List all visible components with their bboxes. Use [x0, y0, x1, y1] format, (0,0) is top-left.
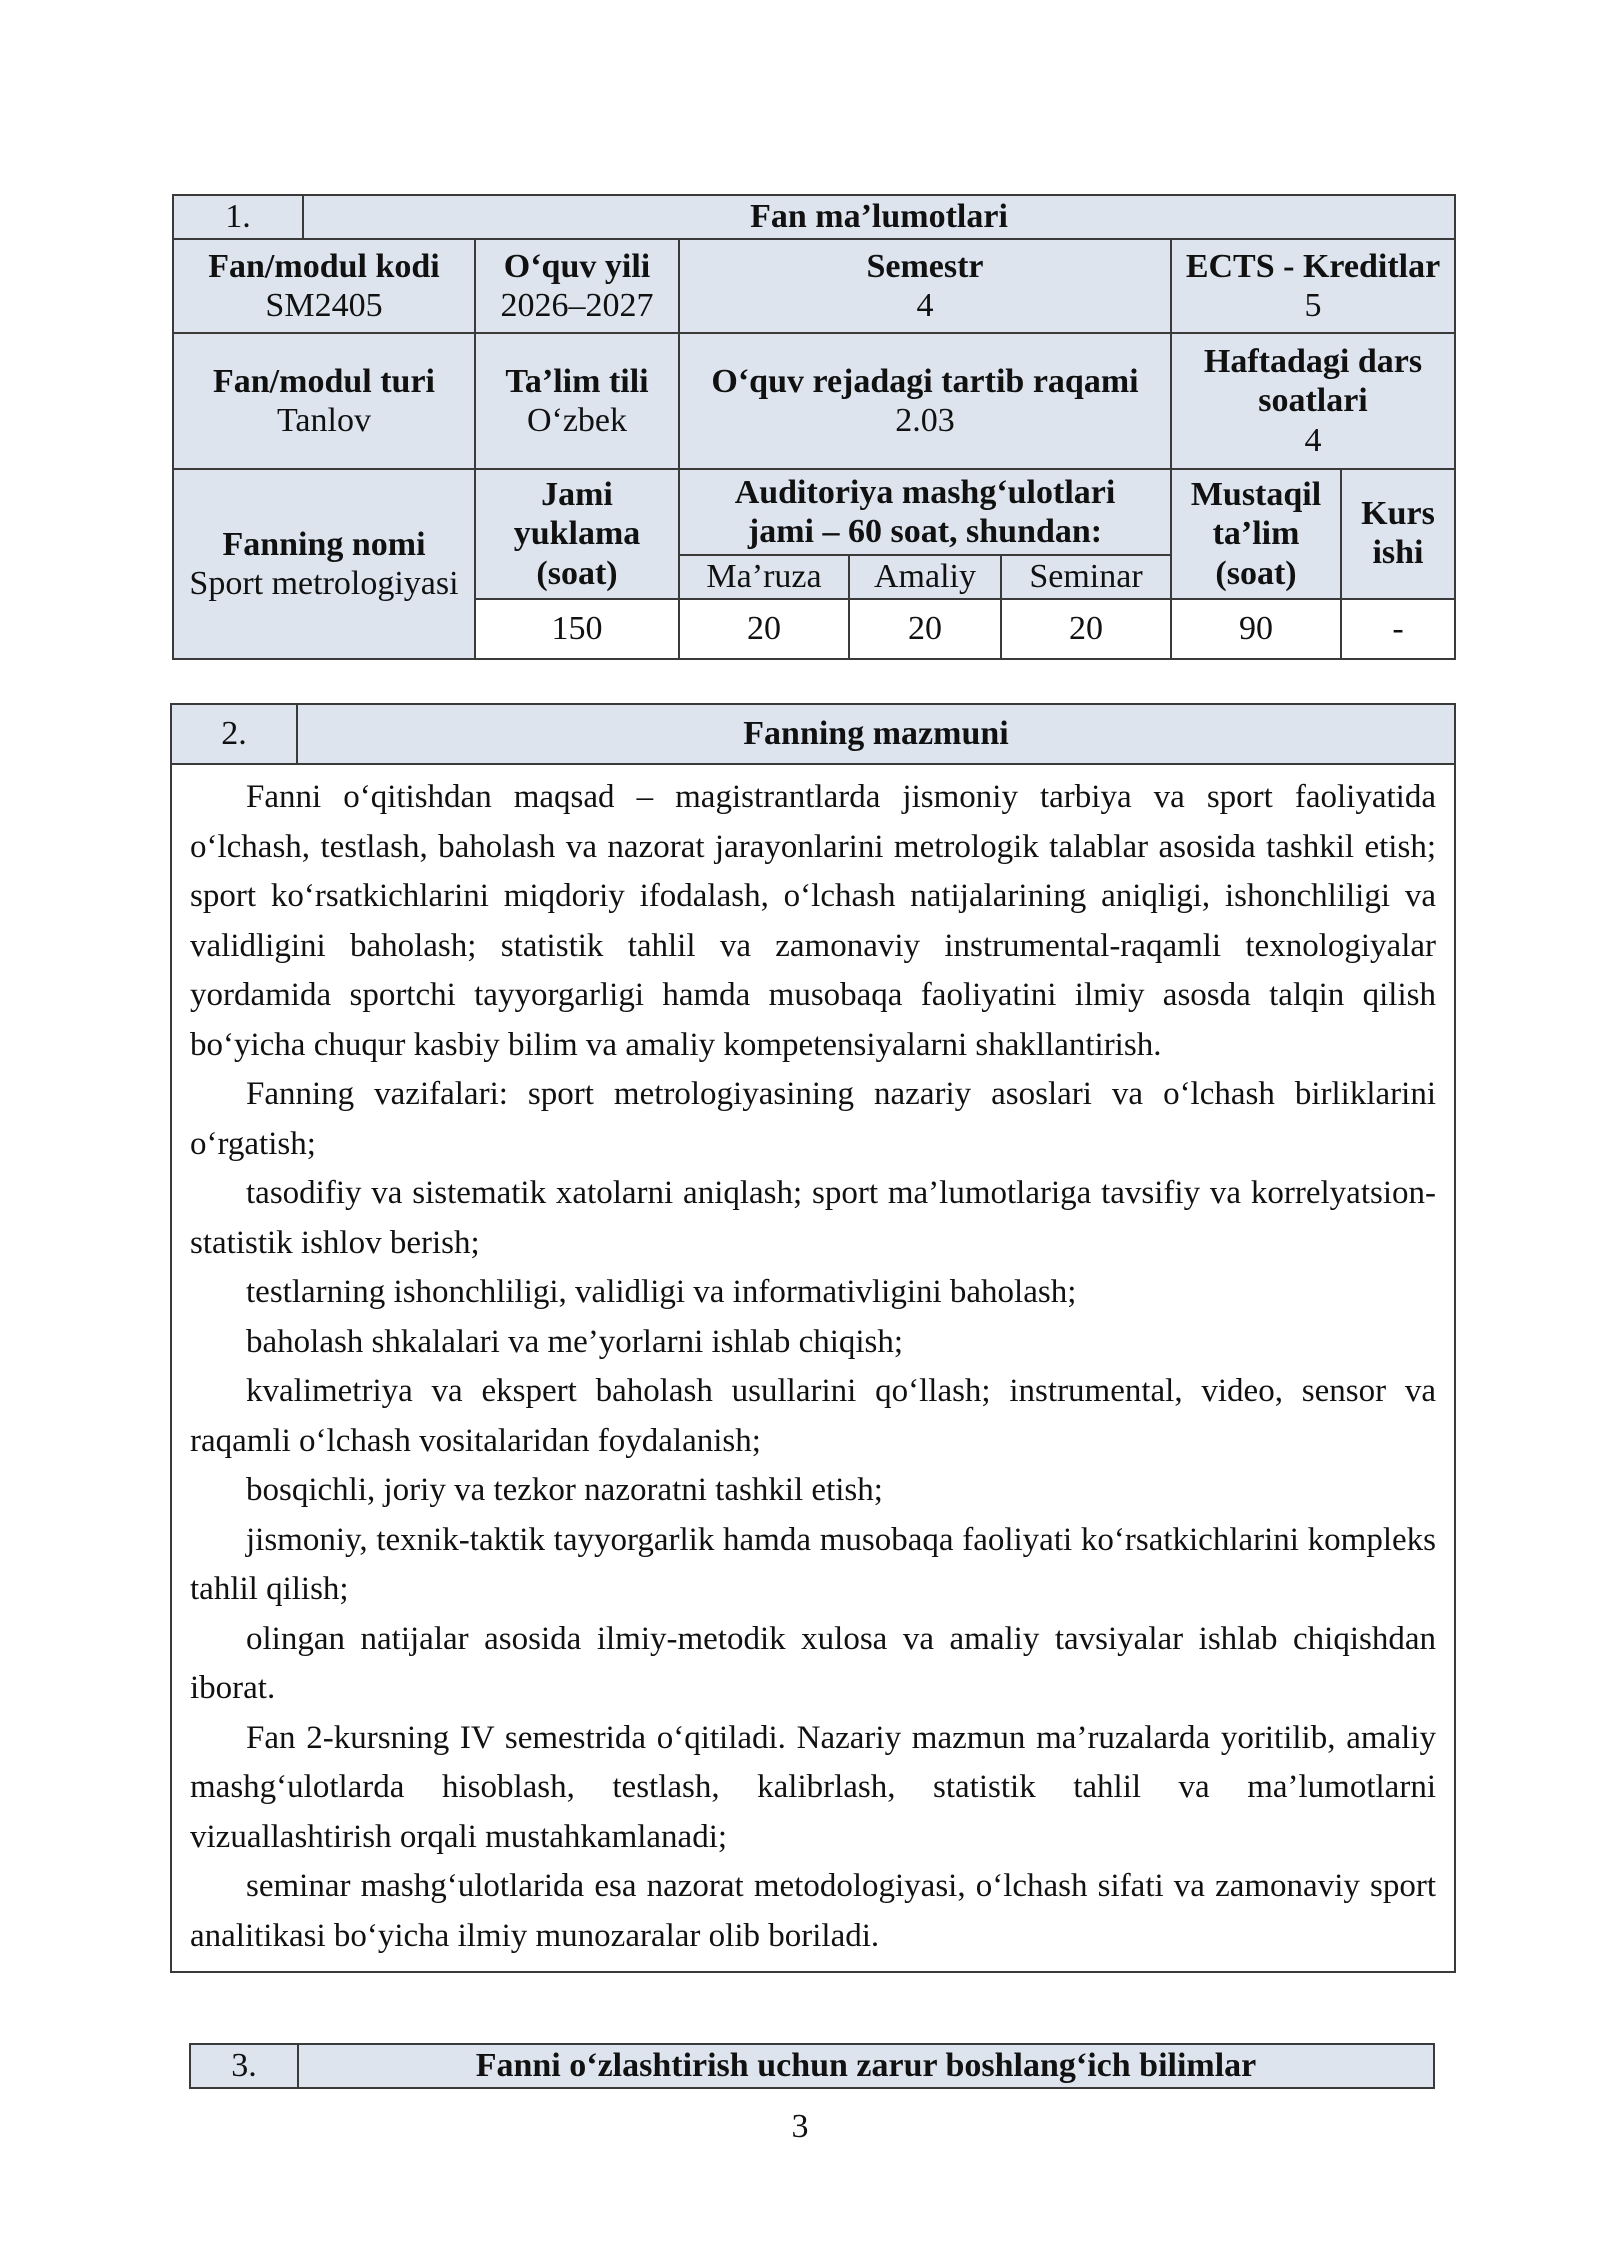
course-content-body	[171, 764, 1455, 1972]
section-title: Fan ma’lumotlari	[303, 195, 1455, 239]
weekly-hours-value: 4	[1304, 421, 1322, 459]
practical-value: 20	[849, 599, 1001, 659]
content-paragraph: testlarning ishonchliligi, validligi va informativligini baholash;	[246, 1274, 1077, 1310]
lecture-label: Ma’ruza	[679, 555, 849, 599]
semester-label: Semestr	[866, 247, 984, 285]
section-title: Fanning mazmuni	[297, 704, 1455, 764]
course-name-value: Sport metrologiyasi	[189, 565, 459, 602]
content-paragraph: Fan 2-kursning IV semestrida o‘qitiladi. Nazariy mazmun ma’ruzalarda yoritilib, amaliy mashg‘ulotlarda hisoblash, testlash, kalibrlash, statistik tahlil va ma’lumotlarni vizuallashtirish orqali mustahkamlanadi;	[190, 1719, 1436, 1855]
content-paragraph: kvalimetriya va ekspert baholash usullarini qo‘llash; instrumental, video, sensor va raqamli o‘lchash vositalaridan foydalanish;	[190, 1373, 1436, 1459]
section-title: Fanni o‘zlashtirish uchun zarur boshlang‘ich bilimlar	[298, 2044, 1434, 2088]
academic-year-value: 2026–2027	[500, 287, 654, 324]
practical-label: Amaliy	[849, 555, 1001, 599]
prerequisites-table	[189, 2043, 1435, 2089]
coursework-value: -	[1341, 599, 1455, 659]
content-paragraph: seminar mashg‘ulotlarida esa nazorat metodologiyasi, o‘lchash sifati va zamonaviy sport analitikasi bo‘yicha ilmiy munozaralar olib boriladi.	[190, 1868, 1436, 1954]
content-paragraph: jismoniy, texnik-taktik tayyorgarlik hamda musobaqa faoliyati ko‘rsatkichlarini kompleks tahlil qilish;	[190, 1521, 1436, 1607]
curriculum-number-value: 2.03	[895, 402, 955, 439]
section-number: 3.	[190, 2044, 298, 2088]
weekly-hours-cell	[1171, 333, 1455, 469]
section-number: 2.	[171, 704, 297, 764]
module-type-cell	[173, 333, 475, 469]
course-content-table	[170, 703, 1456, 1973]
content-paragraph: tasodifiy va sistematik xatolarni aniqlash; sport ma’lumotlariga tavsifiy va korrelyatsion-statistik ishlov berish;	[190, 1175, 1436, 1261]
ects-label: ECTS - Kreditlar	[1185, 247, 1441, 285]
lecture-value: 20	[679, 599, 849, 659]
total-load-value: 150	[475, 599, 679, 659]
ects-value: 5	[1304, 287, 1322, 324]
auditorium-label: Auditoriya mashg‘ulotlari jami – 60 soat, shundan:	[679, 469, 1171, 555]
module-type-value: Tanlov	[277, 402, 371, 439]
section-number: 1.	[173, 195, 303, 239]
content-paragraph: olingan natijalar asosida ilmiy-metodik xulosa va amaliy tavsiyalar ishlab chiqishdan iborat.	[190, 1620, 1436, 1706]
seminar-label: Seminar	[1001, 555, 1171, 599]
module-code-label: Fan/modul kodi	[208, 247, 440, 285]
module-type-label: Fan/modul turi	[213, 362, 435, 400]
content-paragraph: Fanning vazifalari: sport metrologiyasining nazariy asoslari va o‘lchash birliklarini o‘rgatish;	[190, 1076, 1436, 1162]
curriculum-number-cell	[679, 333, 1171, 469]
coursework-label: Kurs ishi	[1341, 469, 1455, 599]
curriculum-number-label: O‘quv rejadagi tartib raqami	[711, 362, 1139, 400]
content-paragraph: baholash shkalalari va me’yorlarni ishlab chiqish;	[246, 1323, 904, 1360]
total-load-label: Jami yuklama (soat)	[475, 469, 679, 599]
language-cell	[475, 333, 679, 469]
weekly-hours-label: Haftadagi dars soatlari	[1203, 343, 1423, 420]
content-paragraph: bosqichli, joriy va tezkor nazoratni tashkil etish;	[246, 1472, 883, 1508]
course-info-table	[172, 194, 1456, 660]
semester-cell	[679, 239, 1171, 333]
academic-year-cell	[475, 239, 679, 333]
semester-value: 4	[916, 287, 934, 324]
content-paragraph: Fanni o‘qitishdan maqsad – magistrantlarda jismoniy tarbiya va sport faoliyatida o‘lchash, testlash, baholash va nazorat jarayonlarini metrologik talablar asosida tashkil etish; sport ko‘rsatkichlarini miqdoriy ifodalash, o‘lchash natijalarining aniqligi, ishonchliligi va validligini baholash; statistik tahlil va zamonaviy instrumental-raqamli texnologiyalar yordamida sportchi tayyorgarligi hamda musobaqa faoliyatini ilmiy asosda talqin qilish bo‘yicha chuqur kasbiy bilim va amaliy kompetensiyalarni shakllantirish.	[190, 779, 1436, 1063]
language-label: Ta’lim tili	[505, 362, 649, 400]
module-code-value: SM2405	[265, 287, 383, 324]
independent-study-label: Mustaqil ta’lim (soat)	[1171, 469, 1341, 599]
course-name-cell	[173, 469, 475, 659]
module-code-cell	[173, 239, 475, 333]
course-name-label: Fanning nomi	[222, 525, 426, 563]
page-number: 3	[791, 2108, 809, 2145]
ects-cell	[1171, 239, 1455, 333]
academic-year-label: O‘quv yili	[503, 247, 651, 285]
language-value: O‘zbek	[526, 402, 628, 439]
seminar-value: 20	[1001, 599, 1171, 659]
independent-study-value: 90	[1171, 599, 1341, 659]
